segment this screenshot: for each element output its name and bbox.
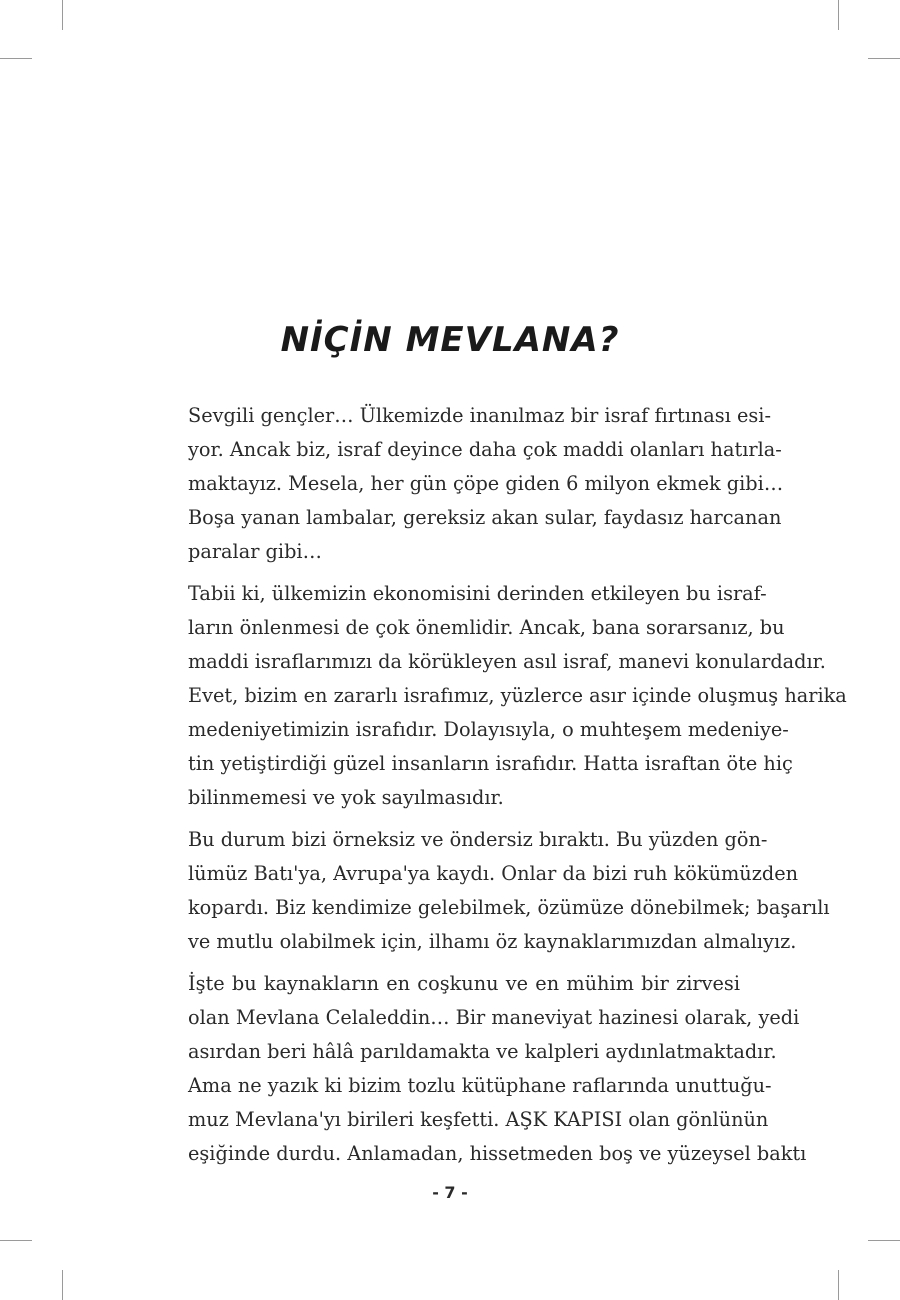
crop-mark-bottom-right [838, 1270, 839, 1300]
crop-mark-left-lower [0, 1240, 32, 1241]
crop-mark-right-upper [868, 58, 900, 59]
crop-mark-bottom-left [62, 1270, 63, 1300]
text-line: olan Mevlana Celaleddin… Bir maneviyat hazinesi olarak, yedi [188, 1006, 800, 1029]
paragraph [160, 823, 830, 959]
crop-mark-top-right [838, 0, 839, 30]
paragraph [160, 577, 847, 815]
text-line: bilinmemesi ve yok sayılmasıdır. [188, 786, 504, 809]
chapter-title: NİÇİN MEVLANA? [280, 320, 620, 360]
text-line: ve mutlu olabilmek için, ilhamı öz kaynaklarımızdan almalıyız. [188, 930, 797, 953]
paragraph [160, 399, 784, 569]
crop-mark-right-lower [868, 1240, 900, 1241]
text-line: maddi israflarımızı da körükleyen asıl israf, manevi konulardadır. [188, 650, 826, 673]
text-line: lümüz Batı'ya, Avrupa'ya kaydı. Onlar da bizi ruh kökümüzden [188, 862, 799, 885]
text-line: Ama ne yazık ki bizim tozlu kütüphane raflarında unuttuğu- [188, 1074, 772, 1097]
paragraph [160, 967, 807, 1171]
text-line: medeniyetimizin israfıdır. Dolayısıyla, o muhteşem medeniye- [188, 718, 789, 741]
text-line: Evet, bizim en zararlı israfımız, yüzlerce asır içinde oluşmuş harika [188, 684, 847, 707]
body-text [160, 399, 847, 1179]
text-line: Sevgili gençler… Ülkemizde inanılmaz bir israf fırtınası esi- [188, 404, 771, 427]
text-line: muz Mevlana'yı birileri keşfetti. AŞK KAPISI olan gönlünün [188, 1108, 769, 1131]
text-line: kopardı. Biz kendimize gelebilmek, özümüze dönebilmek; başarılı [188, 896, 830, 919]
crop-mark-left-upper [0, 58, 32, 59]
text-line: asırdan beri hâlâ parıldamakta ve kalpleri aydınlatmaktadır. [188, 1040, 777, 1063]
text-line: tin yetiştirdiği güzel insanların israfıdır. Hatta israftan öte hiç [188, 752, 793, 775]
text-line: paralar gibi… [188, 540, 322, 563]
text-line: eşiğinde durdu. Anlamadan, hissetmeden boş ve yüzeysel baktı [188, 1142, 807, 1165]
text-line: Boşa yanan lambalar, gereksiz akan sular, faydasız harcanan [188, 506, 782, 529]
page-number: - 7 - [432, 1183, 468, 1202]
text-line: ların önlenmesi de çok önemlidir. Ancak, bana sorarsanız, bu [188, 616, 785, 639]
text-line: İşte bu kaynakların en coşkunu ve en mühim bir zirvesi [188, 972, 740, 995]
text-line: maktayız. Mesela, her gün çöpe giden 6 milyon ekmek gibi… [188, 472, 784, 495]
crop-mark-top-left [62, 0, 63, 30]
text-line: Tabii ki, ülkemizin ekonomisini derinden etkileyen bu israf- [188, 582, 767, 605]
text-line: yor. Ancak biz, israf deyince daha çok maddi olanları hatırla- [188, 438, 782, 461]
text-line: Bu durum bizi örneksiz ve öndersiz bıraktı. Bu yüzden gön- [188, 828, 768, 851]
